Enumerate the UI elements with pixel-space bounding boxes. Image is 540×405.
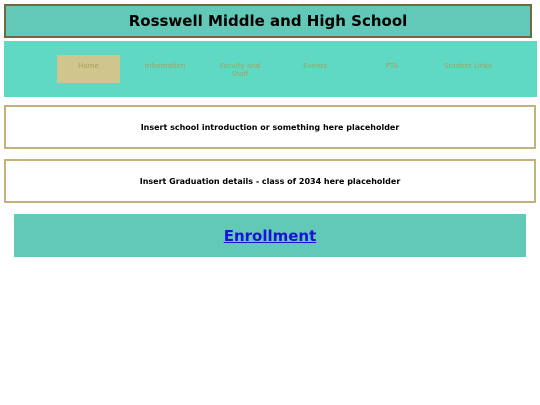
intro-text: Insert school introduction or something here placeholder [140,122,400,132]
nav-item-label: Student Links [444,62,492,70]
intro-panel [4,105,536,149]
graduation-panel [4,159,536,203]
nav-item-student-links[interactable] [436,55,500,83]
enrollment-link[interactable]: Enrollment [223,226,317,245]
nav-item-label: PTA [385,62,399,70]
nav-bar [4,41,537,97]
nav-item-label: Events [303,62,327,70]
nav-item-label: Information [144,62,186,70]
nav-item-home[interactable] [57,55,120,83]
nav-item-information[interactable] [132,55,198,83]
nav-item-label: Home [78,62,99,70]
enrollment-banner [14,214,526,257]
site-header [4,4,532,38]
nav-item-faculty-and-staff[interactable] [212,55,268,83]
nav-item-label: Faculty and Staff [219,62,261,78]
nav-item-pta[interactable] [370,55,414,83]
nav-item-events[interactable] [289,55,341,83]
page-title: Rosswell Middle and High School [128,12,408,30]
graduation-text: Insert Graduation details - class of 2034 here placeholder [139,176,401,186]
